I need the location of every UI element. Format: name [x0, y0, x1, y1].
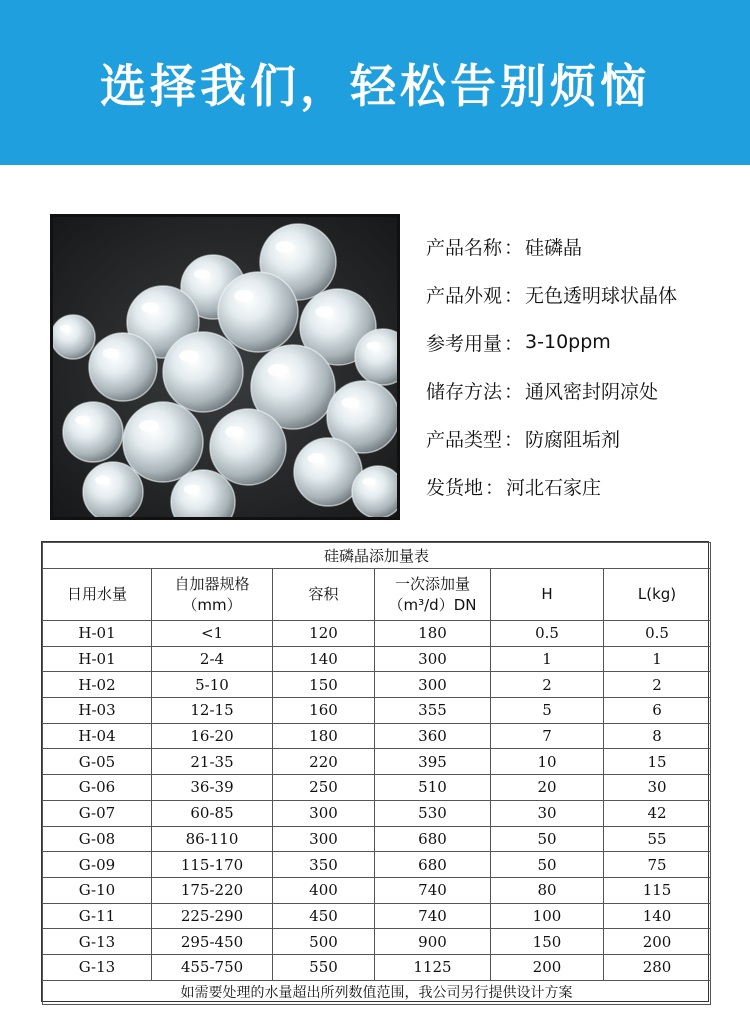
- dosage-table: [41, 541, 709, 1002]
- table-cell: 115: [604, 877, 711, 903]
- table-row: [43, 877, 711, 903]
- table-cell: H-01: [43, 646, 152, 672]
- table-cell: 100: [491, 903, 604, 929]
- table-cell: 75: [604, 852, 711, 878]
- table-cell: 20: [491, 775, 604, 801]
- header-daily-water: 日用水量: [43, 569, 152, 621]
- table-row: [43, 903, 711, 929]
- table-cell: 550: [273, 954, 375, 980]
- table-cell: 36-39: [152, 775, 273, 801]
- table-cell: G-06: [43, 775, 152, 801]
- table-row: [43, 723, 711, 749]
- header-volume: 容积: [273, 569, 375, 621]
- table-cell: 16-20: [152, 723, 273, 749]
- table-cell: G-10: [43, 877, 152, 903]
- table-cell: 150: [491, 929, 604, 955]
- table-cell: H-01: [43, 621, 152, 647]
- table-row: [43, 749, 711, 775]
- table-cell: G-13: [43, 954, 152, 980]
- spec-value: 3-10ppm: [525, 331, 611, 353]
- table-cell: 120: [273, 621, 375, 647]
- banner-title: 选择我们，轻松告别烦恼: [100, 58, 650, 113]
- spec-label: 参考用量: [426, 332, 503, 355]
- table-cell: G-05: [43, 749, 152, 775]
- table-row: [43, 775, 711, 801]
- header-l: L(kg): [604, 569, 711, 621]
- spec-separator: ：: [504, 380, 524, 403]
- table-row: [43, 672, 711, 698]
- table-cell: G-11: [43, 903, 152, 929]
- table-cell: 30: [604, 775, 711, 801]
- table-cell: 1: [491, 646, 604, 672]
- table-cell: 400: [273, 877, 375, 903]
- table-caption: 硅磷晶添加量表: [43, 543, 711, 569]
- table-cell: 450: [273, 903, 375, 929]
- table-cell: 5-10: [152, 672, 273, 698]
- table-cell: H-02: [43, 672, 152, 698]
- table-cell: 80: [491, 877, 604, 903]
- table-cell: 300: [273, 826, 375, 852]
- table-cell: H-04: [43, 723, 152, 749]
- table-cell: 200: [491, 954, 604, 980]
- table-cell: 50: [491, 852, 604, 878]
- table-row: [43, 852, 711, 878]
- table-cell: 680: [375, 826, 491, 852]
- table-cell: 10: [491, 749, 604, 775]
- table-cell: 225-290: [152, 903, 273, 929]
- table-cell: G-13: [43, 929, 152, 955]
- table-cell: <1: [152, 621, 273, 647]
- spec-value: 硅磷晶: [525, 236, 583, 259]
- header-h: H: [491, 569, 604, 621]
- table-cell: 175-220: [152, 877, 273, 903]
- header-feeder-spec: 自加器规格（mm）: [152, 569, 273, 621]
- table-row: [43, 800, 711, 826]
- table-cell: 1125: [375, 954, 491, 980]
- table-cell: 15: [604, 749, 711, 775]
- table-row: [43, 954, 711, 980]
- table-cell: 200: [604, 929, 711, 955]
- table-cell: 0.5: [491, 621, 604, 647]
- table-cell: 180: [273, 723, 375, 749]
- spec-value: 防腐阻垢剂: [525, 428, 621, 451]
- table-cell: 900: [375, 929, 491, 955]
- table-cell: 300: [375, 646, 491, 672]
- spec-dosage: [426, 318, 736, 366]
- table-cell: 6: [604, 698, 711, 724]
- table-cell: G-08: [43, 826, 152, 852]
- table-cell: 2-4: [152, 646, 273, 672]
- spec-separator: ：: [504, 284, 524, 307]
- spec-label: 储存方法: [426, 380, 503, 403]
- table-cell: 530: [375, 800, 491, 826]
- table-cell: 680: [375, 852, 491, 878]
- table-cell: 455-750: [152, 954, 273, 980]
- spec-value: 无色透明球状晶体: [525, 284, 678, 307]
- spec-origin: [426, 462, 736, 510]
- table-cell: 140: [273, 646, 375, 672]
- table-cell: 140: [604, 903, 711, 929]
- table-cell: 280: [604, 954, 711, 980]
- table-cell: 55: [604, 826, 711, 852]
- table-cell: 21-35: [152, 749, 273, 775]
- table-cell: 150: [273, 672, 375, 698]
- table-cell: 350: [273, 852, 375, 878]
- header-banner: [0, 0, 750, 165]
- table-cell: 0.5: [604, 621, 711, 647]
- product-photo: [50, 214, 400, 520]
- table-footer-note: 如需要处理的水量超出所列数值范围，我公司另行提供设计方案: [43, 980, 711, 1004]
- table-cell: 295-450: [152, 929, 273, 955]
- table-cell: 300: [273, 800, 375, 826]
- table-cell: 510: [375, 775, 491, 801]
- table-cell: 2: [604, 672, 711, 698]
- table-cell: 8: [604, 723, 711, 749]
- spec-label: 产品外观: [426, 284, 503, 307]
- header-single-dose: 一次添加量（m³/d）DN: [375, 569, 491, 621]
- table-cell: H-03: [43, 698, 152, 724]
- spec-storage: [426, 366, 736, 414]
- table-cell: 500: [273, 929, 375, 955]
- table-cell: 395: [375, 749, 491, 775]
- spec-separator: ：: [504, 236, 524, 259]
- spec-separator: ：: [485, 476, 505, 499]
- spec-separator: ：: [504, 332, 524, 355]
- table-cell: 250: [273, 775, 375, 801]
- table-row: [43, 646, 711, 672]
- table-cell: 220: [273, 749, 375, 775]
- table-cell: 160: [273, 698, 375, 724]
- table-row: [43, 698, 711, 724]
- table-cell: 360: [375, 723, 491, 749]
- spec-name: [426, 222, 736, 270]
- product-spec-list: [426, 222, 736, 510]
- spec-value: 河北石家庄: [506, 476, 602, 499]
- spec-label: 发货地: [426, 476, 484, 499]
- table-cell: 740: [375, 877, 491, 903]
- table-cell: 60-85: [152, 800, 273, 826]
- spec-label: 产品名称: [426, 236, 503, 259]
- crystal-balls-image: [53, 217, 397, 517]
- spec-type: [426, 414, 736, 462]
- table-cell: G-09: [43, 852, 152, 878]
- spec-value: 通风密封阴凉处: [525, 380, 659, 403]
- table-cell: 50: [491, 826, 604, 852]
- table-cell: 86-110: [152, 826, 273, 852]
- table-cell: 7: [491, 723, 604, 749]
- table-cell: 2: [491, 672, 604, 698]
- spec-appearance: [426, 270, 736, 318]
- table-row: [43, 621, 711, 647]
- table-cell: 5: [491, 698, 604, 724]
- table-cell: 740: [375, 903, 491, 929]
- table-cell: 300: [375, 672, 491, 698]
- table-cell: 115-170: [152, 852, 273, 878]
- table-row: [43, 826, 711, 852]
- table-cell: 42: [604, 800, 711, 826]
- table-cell: 355: [375, 698, 491, 724]
- table-cell: 12-15: [152, 698, 273, 724]
- table-cell: G-07: [43, 800, 152, 826]
- spec-label: 产品类型: [426, 428, 503, 451]
- table-cell: 30: [491, 800, 604, 826]
- table-cell: 180: [375, 621, 491, 647]
- spec-separator: ：: [504, 428, 524, 451]
- table-row: [43, 929, 711, 955]
- table-cell: 1: [604, 646, 711, 672]
